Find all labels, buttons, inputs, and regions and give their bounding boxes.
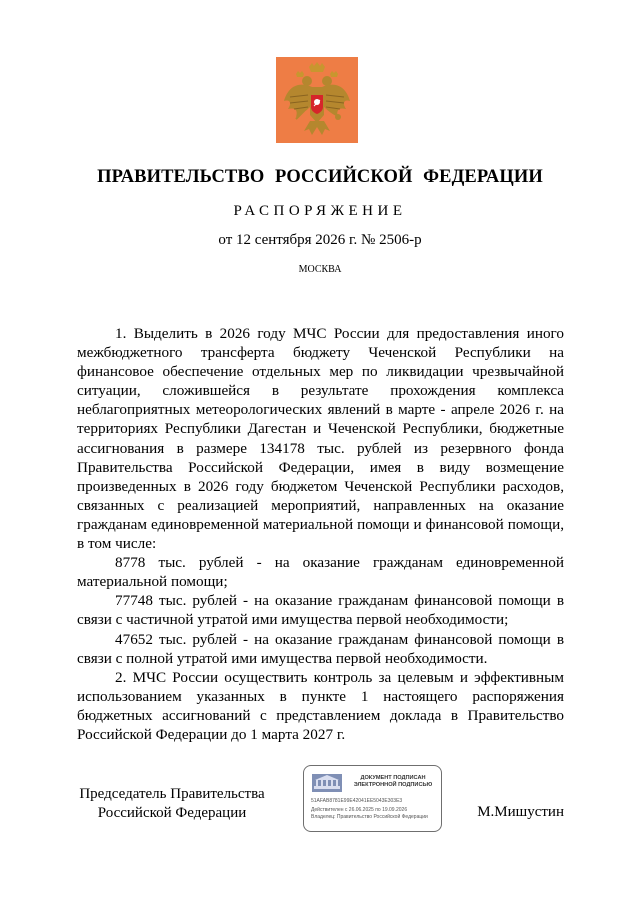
- document-type: РАСПОРЯЖЕНИЕ: [233, 203, 407, 219]
- paragraph-5: 2. МЧС России осуществить контроль за целевым и эффективным использованием указанных в пункте 1 настоящего распоряжения бюджетных ассигнований с представлением доклада в Правительство Российской Федерации до 1 марта 2027 г.: [77, 668, 564, 743]
- signer-name: М.Мишустин: [477, 804, 564, 820]
- stamp-validity: Действителен с 26.06.2025 по 19.09.2026: [311, 807, 408, 813]
- paragraph-1: 1. Выделить в 2026 году МЧС России для предоставления иного межбюджетного трансферта бюджету Чеченской Республики на финансовое обеспечение отдельных мер по ликвидации чрезвычайной ситуации, сложившейся в результате прохождения комплекса неблагоприятных метеорологических явлений в марте - апреле 2026 г. на территориях Республики Дагестан и Чеченской Республики, бюджетные ассигнования в размере 134178 тыс. рублей из резервного фонда Правительства Российской Федерации, имея в виду возмещение произведенных в 2026 году бюджетом Чеченской Республики расходов, связанных с реализацией мероприятий, направленных на оказание гражданам единовременной материальной помощи и финансовой помощи, в том числе:: [77, 325, 564, 553]
- signer-position-line-1: Председатель Правительства: [79, 786, 265, 802]
- electronic-signature-stamp: [303, 765, 442, 832]
- coat-of-arms-icon: [276, 57, 358, 143]
- city: МОСКВА: [298, 264, 342, 275]
- stamp-certificate: 51AFAB8781E99E42041EE5043E303E3: [311, 798, 403, 804]
- stamp-title-line-2: ЭЛЕКТРОННОЙ ПОДПИСЬЮ: [353, 782, 433, 788]
- stamp-title: [346, 775, 440, 789]
- signer-position: [77, 785, 267, 823]
- stamp-title-line-1: ДОКУМЕНТ ПОДПИСАН: [360, 775, 426, 781]
- document-date-number: от 12 сентября 2026 г. № 2506-р: [218, 232, 422, 248]
- paragraph-4: 47652 тыс. рублей - на оказание гражданам финансовой помощи в связи с полной утратой ими имущества первой необходимости.: [77, 630, 564, 667]
- signer-position-line-2: Российской Федерации: [97, 805, 247, 821]
- document-body: [77, 324, 564, 744]
- government-building-icon: [312, 774, 342, 792]
- government-title: ПРАВИТЕЛЬСТВО РОССИЙСКОЙ ФЕДЕРАЦИИ: [97, 167, 543, 187]
- paragraph-2: 8778 тыс. рублей - на оказание гражданам единовременной материальной помощи;: [77, 554, 564, 591]
- paragraph-3: 77748 тыс. рублей - на оказание гражданам финансовой помощи в связи с частичной утратой ими имущества первой необходимости;: [77, 592, 564, 629]
- stamp-owner: Владелец: Правительство Российской Федерации: [311, 814, 428, 820]
